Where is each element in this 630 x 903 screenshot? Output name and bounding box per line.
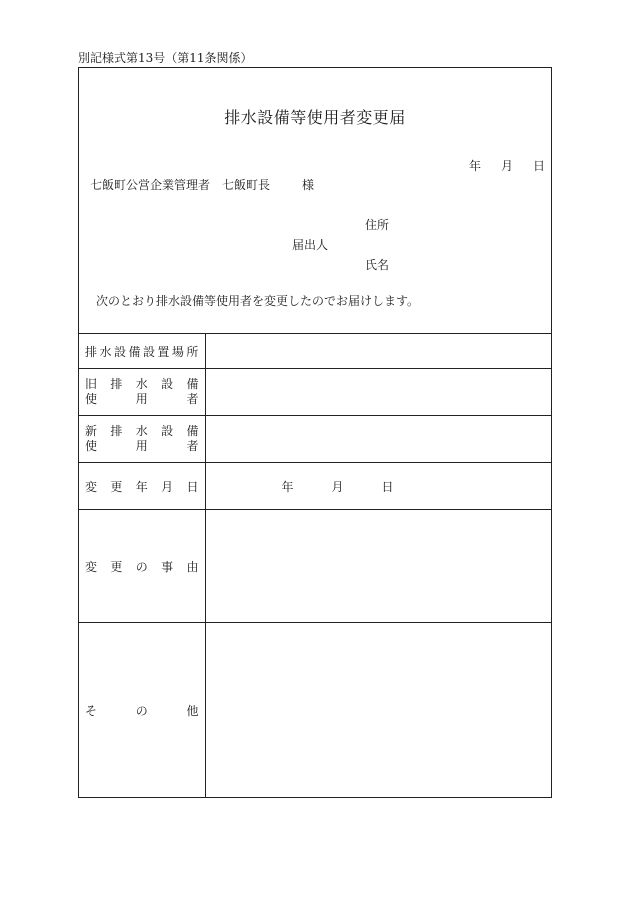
- row-old-user: [79, 369, 551, 416]
- form-header: [79, 68, 551, 334]
- new-user-label: 新 排 水 設 備 使 用 者: [79, 416, 205, 463]
- notification-form: [78, 67, 552, 798]
- row-change-date: [79, 463, 551, 510]
- submission-date: [469, 157, 545, 174]
- day-field[interactable]: 日: [532, 159, 545, 173]
- reason-label: 変 更 の 事 由: [79, 510, 205, 623]
- details-table: [79, 333, 551, 798]
- year-field[interactable]: 年: [468, 159, 481, 173]
- form-reference: 別記様式第13号（第11条関係）: [78, 51, 253, 65]
- other-value-cell[interactable]: [205, 623, 551, 798]
- month-field[interactable]: 月: [500, 159, 513, 173]
- change-day-field[interactable]: 日: [381, 479, 394, 494]
- reason-value-cell[interactable]: [205, 510, 551, 623]
- form-title: 排水設備等使用者変更届: [224, 108, 406, 127]
- old-user-label: 旧 排 水 設 備 使 用 者: [79, 369, 205, 416]
- change-month-field[interactable]: 月: [331, 479, 344, 494]
- name-label: 氏名: [365, 258, 390, 272]
- filer-label: 届出人: [292, 238, 329, 252]
- old-user-value-cell[interactable]: [205, 369, 551, 416]
- change-date-label: 変 更 年 月 日: [79, 463, 205, 510]
- new-user-value-cell[interactable]: [205, 416, 551, 463]
- address-label: 住所: [365, 218, 390, 232]
- row-location: [79, 334, 551, 369]
- change-year-field[interactable]: 年: [281, 479, 294, 494]
- location-value-cell[interactable]: [205, 334, 551, 369]
- row-reason: [79, 510, 551, 623]
- addressee-honorific: 様: [302, 178, 315, 192]
- row-new-user: [79, 416, 551, 463]
- addressee: [90, 176, 314, 193]
- change-date-value-cell[interactable]: [205, 463, 551, 510]
- addressee-name: 七飯町公営企業管理者: [90, 178, 211, 192]
- other-label: そ の 他: [79, 623, 205, 798]
- addressee-position: 七飯町長: [222, 178, 271, 192]
- location-label: 排 水 設 備 設 置 場 所: [79, 334, 205, 369]
- row-other: [79, 623, 551, 798]
- statement-text: 次のとおり排水設備等使用者を変更したのでお届けします。: [96, 294, 420, 308]
